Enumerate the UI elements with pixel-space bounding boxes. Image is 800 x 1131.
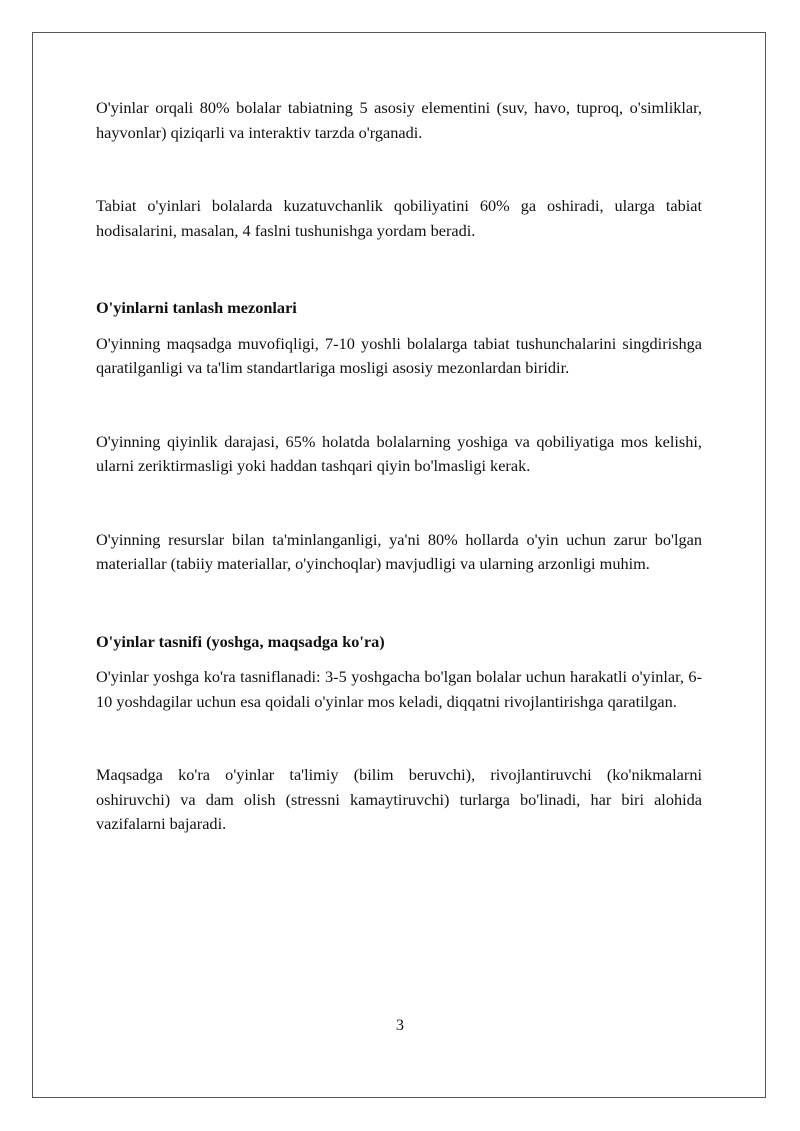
paragraph-difficulty-criterion: O'yinning qiyinlik darajasi, 65% holatda bolalarning yoshiga va qobiliyatiga mos kelishi, ularni zeriktirmasligi yoki haddan tashqari qiyin bo'lmasligi kerak. <box>96 431 702 475</box>
paragraph-purpose-classification: Maqsadga ko'ra o'yinlar ta'limiy (bilim beruvchi), rivojlantiruvchi (ko'nikmalarni oshiruvchi) va dam olish (stressni kamaytiruvchi) turlarga bo'linadi, har biri alohida vazifalarni bajaradi. <box>96 765 702 833</box>
page-content <box>96 96 702 837</box>
paragraph-resources-criterion: O'yinning resurslar bilan ta'minlanganligi, ya'ni 80% hollarda o'yin uchun zarur bo'lgan materiallar (tabiiy materiallar, o'yinchoqlar) mavjudligi va ularning arzonligi muhim. <box>96 529 702 573</box>
section-heading-selection-criteria: O'yinlarni tanlash mezonlari <box>96 298 297 317</box>
paragraph-age-classification: O'yinlar yoshga ko'ra tasniflanadi: 3-5 yoshgacha bo'lgan bolalar uchun harakatli o'yinlar, 6-10 yoshdagilar uchun esa qoidali o'yinlar mos keladi, diqqatni rivojlantirishga qaratilgan. <box>96 667 702 711</box>
paragraph-observation-skills: Tabiat o'yinlari bolalarda kuzatuvchanlik qobiliyatini 60% ga oshiradi, ularga tabiat hodisalarini, masalan, 4 faslni tushunishga yordam beradi. <box>96 196 702 240</box>
paragraph-purpose-criterion: O'yinning maqsadga muvofiqligi, 7-10 yoshli bolalarga tabiat tushunchalarini singdirishga qaratilganligi va ta'lim standartlariga mosligi asosiy mezonlardan biridir. <box>96 333 702 377</box>
section-heading-classification: O'yinlar tasnifi (yoshga, maqsadga ko'ra) <box>96 631 385 651</box>
paragraph-nature-elements: O'yinlar orqali 80% bolalar tabiatning 5 asosiy elementini (suv, havo, tuproq, o'simliklar, hayvonlar) qiziqarli va interaktiv tarzda o'rganadi. <box>96 98 702 142</box>
page-number: 3 <box>395 1015 405 1034</box>
